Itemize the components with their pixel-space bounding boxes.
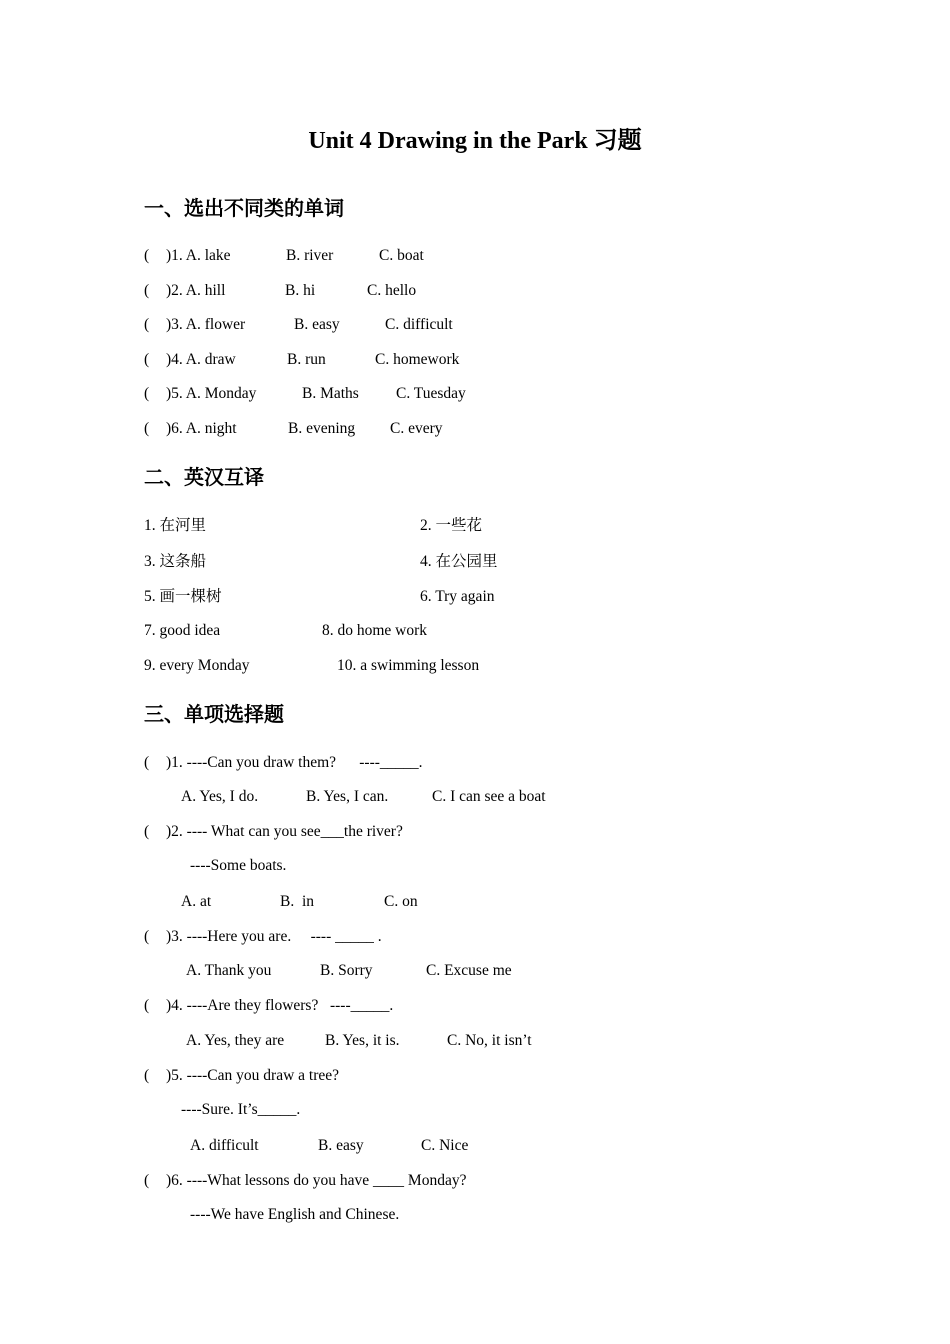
option-c: C. on: [384, 893, 418, 910]
answer-paren: (: [144, 1067, 150, 1084]
translation-item: 4. 在公园里: [420, 553, 498, 570]
item-option-a: )4. A. draw: [166, 351, 236, 368]
option-b: B. Yes, I can.: [306, 788, 389, 805]
item-option-c: C. Tuesday: [396, 385, 466, 402]
item-option-c: C. homework: [375, 351, 460, 368]
answer-paren: (: [144, 754, 150, 771]
answer-paren: (: [144, 247, 150, 264]
translation-item: 1. 在河里: [144, 517, 207, 534]
answer-paren: (: [144, 997, 150, 1014]
item-option-b: B. Maths: [302, 385, 359, 402]
question-stem: )1. ----Can you draw them? ----_____.: [166, 754, 423, 771]
question-reply: ----Some boats.: [190, 857, 287, 874]
answer-paren: (: [144, 282, 150, 299]
translation-item: 2. 一些花: [420, 517, 483, 534]
option-b: B. easy: [318, 1137, 364, 1154]
answer-paren: (: [144, 316, 150, 333]
option-b: B. in: [280, 893, 315, 910]
translation-item: 6. Try again: [420, 588, 495, 605]
translation-item: 5. 画一棵树: [144, 588, 222, 605]
answer-paren: (: [144, 928, 150, 945]
question-stem: )5. ----Can you draw a tree?: [166, 1067, 339, 1084]
item-option-c: C. boat: [379, 247, 424, 264]
item-option-c: C. difficult: [385, 316, 453, 333]
section3-heading: 三、单项选择题: [144, 702, 284, 726]
option-a: A. Thank you: [186, 962, 272, 979]
answer-paren: (: [144, 823, 150, 840]
question-reply: ----Sure. It’s_____.: [181, 1101, 301, 1118]
answer-paren: (: [144, 420, 150, 437]
question-stem: )4. ----Are they flowers? ----_____.: [166, 997, 394, 1014]
section2-heading: 二、英汉互译: [144, 465, 264, 489]
item-option-a: )1. A. lake: [166, 247, 231, 264]
option-b: B. Sorry: [320, 962, 373, 979]
translation-item: 8. do home work: [322, 622, 428, 639]
translation-item: 7. good idea: [144, 622, 221, 639]
item-option-a: )5. A. Monday: [166, 385, 257, 402]
answer-paren: (: [144, 385, 150, 402]
option-a: A. Yes, they are: [186, 1032, 285, 1049]
item-option-b: B. easy: [294, 316, 340, 333]
item-option-a: )2. A. hill: [166, 282, 226, 299]
option-a: A. at: [181, 893, 212, 910]
item-option-a: )6. A. night: [166, 420, 237, 437]
option-c: C. Nice: [421, 1137, 469, 1154]
option-a: A. Yes, I do.: [181, 788, 259, 805]
question-stem: )2. ---- What can you see___the river?: [166, 823, 403, 840]
item-option-b: B. hi: [285, 282, 316, 299]
question-reply: ----We have English and Chinese.: [190, 1206, 400, 1223]
section1-heading: 一、选出不同类的单词: [144, 196, 344, 220]
translation-item: 3. 这条船: [144, 553, 207, 570]
item-option-c: C. every: [390, 420, 443, 437]
option-b: B. Yes, it is.: [325, 1032, 400, 1049]
item-option-b: B. evening: [288, 420, 356, 437]
page-title: Unit 4 Drawing in the Park 习题: [308, 128, 642, 154]
option-c: C. Excuse me: [426, 962, 512, 979]
answer-paren: (: [144, 1172, 150, 1189]
question-stem: )6. ----What lessons do you have ____ Monday?: [166, 1172, 467, 1189]
answer-paren: (: [144, 351, 150, 368]
translation-item: 9. every Monday: [144, 657, 250, 674]
option-c: C. No, it isn’t: [447, 1032, 532, 1049]
option-c: C. I can see a boat: [432, 788, 546, 805]
item-option-b: B. run: [287, 351, 326, 368]
translation-item: 10. a swimming lesson: [337, 657, 480, 674]
question-stem: )3. ----Here you are. ---- _____ .: [166, 928, 382, 945]
item-option-c: C. hello: [367, 282, 417, 299]
item-option-a: )3. A. flower: [166, 316, 246, 333]
option-a: A. difficult: [190, 1137, 259, 1154]
item-option-b: B. river: [286, 247, 334, 264]
